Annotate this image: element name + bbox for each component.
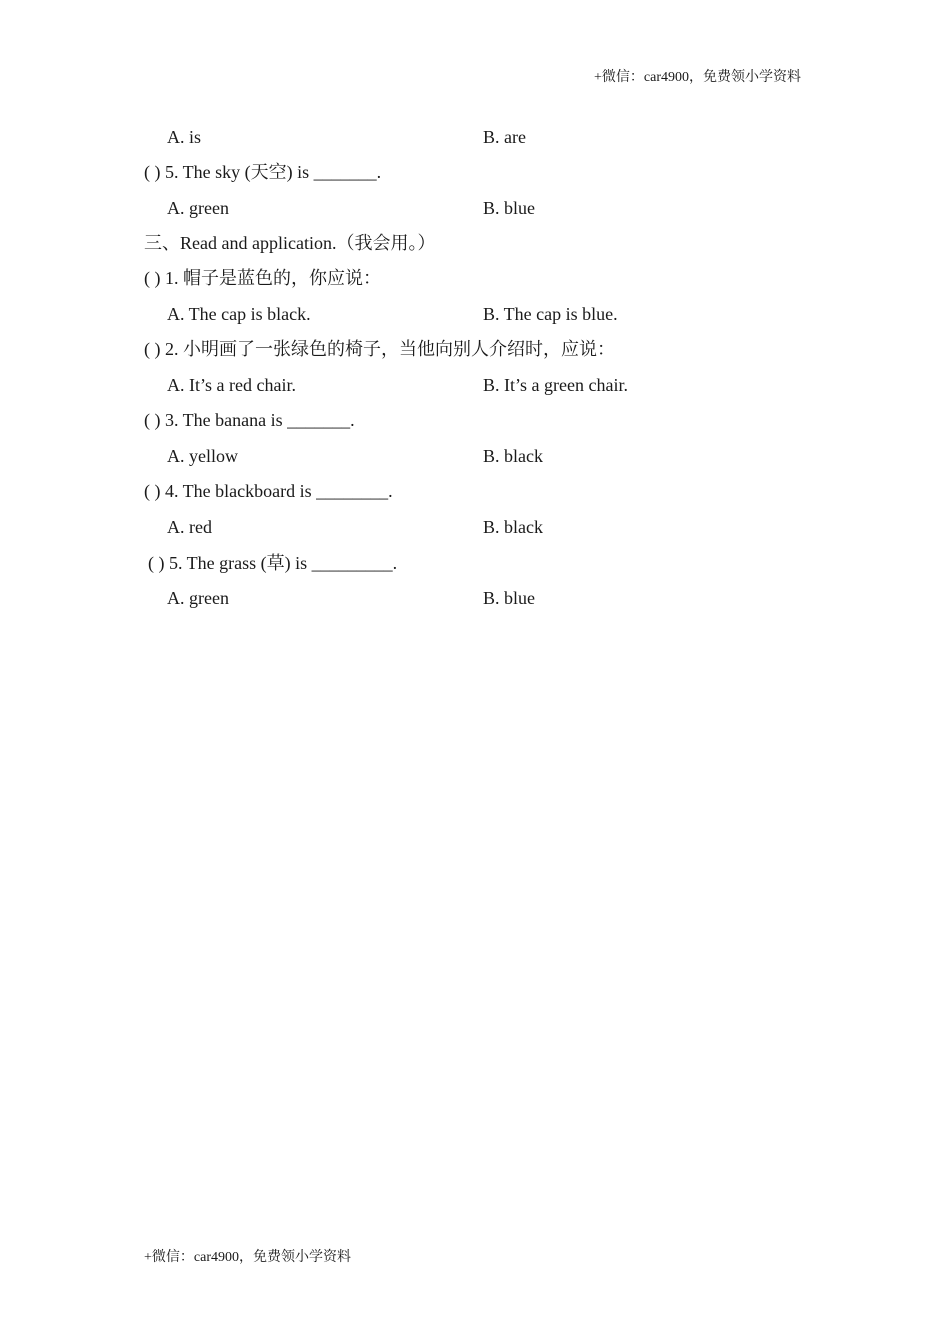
s3-q1-option-a: A. The cap is black.: [167, 304, 311, 324]
header-note: +微信：car4900，免费领小学资料: [594, 70, 801, 85]
s3-q4-text: ( ) 4. The blackboard is ________.: [144, 481, 393, 501]
s3-q1-text: ( ) 1. 帽子是蓝色的，你应说：: [144, 268, 381, 288]
s3-q5-text: ( ) 5. The grass (草) is _________.: [148, 553, 398, 573]
s3-q3-text: ( ) 3. The banana is _______.: [144, 410, 355, 430]
s3-q5-option-a: A. green: [167, 588, 229, 608]
s3-q4-option-a: A. red: [167, 517, 212, 537]
s3-q3-option-b: B. black: [483, 446, 543, 466]
prev-q4-option-b: B. are: [483, 127, 526, 147]
prev-q5-option-b: B. blue: [483, 198, 535, 218]
s3-q3-option-a: A. yellow: [167, 446, 238, 466]
section3-title: 三、Read and application.（我会用。）: [144, 233, 436, 253]
prev-q5-text: ( ) 5. The sky (天空) is _______.: [144, 162, 382, 182]
s3-q2-option-b: B. It’s a green chair.: [483, 375, 628, 395]
prev-q4-option-a: A. is: [167, 127, 202, 147]
footer-note: +微信：car4900，免费领小学资料: [144, 1250, 351, 1265]
prev-q5-option-a: A. green: [167, 198, 229, 218]
s3-q2-option-a: A. It’s a red chair.: [167, 375, 296, 395]
s3-q5-option-b: B. blue: [483, 588, 535, 608]
s3-q1-option-b: B. The cap is blue.: [483, 304, 618, 324]
s3-q4-option-b: B. black: [483, 517, 543, 537]
s3-q2-text: ( ) 2. 小明画了一张绿色的椅子，当他向别人介绍时，应说：: [144, 339, 615, 359]
